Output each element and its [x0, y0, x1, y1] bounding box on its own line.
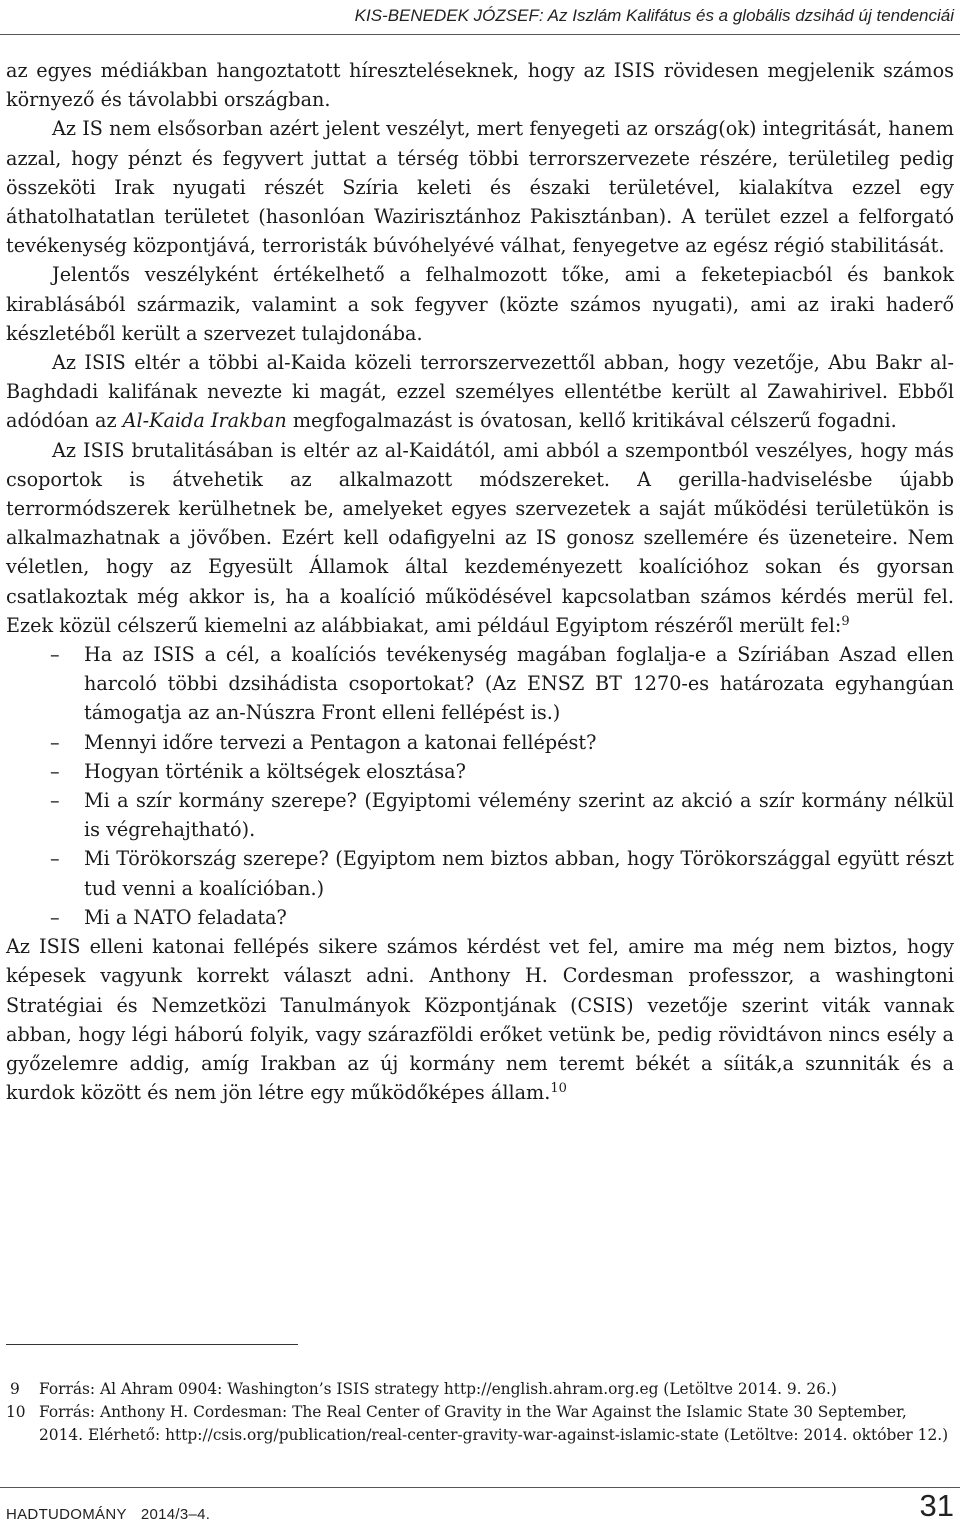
list-item-text: Mi Törökország szerepe? (Egyiptom nem biztos abban, hogy Törökországgal együtt részt tud venni a koalícióban.) — [84, 847, 954, 900]
journal-issue: 2014/3–4. — [140, 1506, 211, 1523]
running-footer — [0, 1487, 960, 1528]
page-number: 31 — [919, 1488, 954, 1523]
paragraph-capital: Jelentős veszélyként értékelhető a felhalmozott tőke, ami a feketepiacból és bankok kirablásából származik, valamint a sok fegyver (közte számos nyugati), ami az iraki haderő készletéből került a szervezet tulajdonába. — [6, 263, 954, 345]
dash-bullet: – — [50, 789, 60, 813]
dash-bullet: – — [50, 759, 60, 783]
footnote-9 — [6, 1378, 954, 1401]
list-item-text: Mennyi időre tervezi a Pentagon a katonai fellépést? — [84, 730, 597, 754]
footnote-10 — [6, 1401, 954, 1447]
journal-name: HADTUDOMÁNY — [6, 1506, 127, 1523]
list-item — [6, 757, 954, 786]
paragraph-cordesman-text: Az ISIS elleni katonai fellépés sikere számos kérdést vet fel, amire ma még nem biztos, hogy képesek vagyunk korrekt választ adni. Anthony H. Cordesman professzor, a washingtoni Stratégiai és Nemzetközi Tanulmányok Központjának (CSIS) vezetője szerint viták vannak abban, hogy légi háború folyik, vagy szárazföldi erőket vetünk be, pedig rövidtávon nincs esély a győzelemre addig, amíg Irakban az új kormány nem teremt békét a síiták,a szunniták és a kurdok között és nem jön létre egy működőképes állam. — [6, 935, 954, 1105]
footnote-number: 9 — [10, 1380, 20, 1398]
paragraph-caliph-part-1: Az ISIS eltér a többi al-Kaida közeli terrorszervezettől abban, hogy vezetője, Abu Bakr al-Baghdadi kalifának nevezte ki magát, ezzel személyes ellentétbe került al Zawahirivel. Ebből adódóan az — [6, 351, 954, 433]
footer-journal-info — [6, 1506, 210, 1523]
list-item-text: Mi a szír kormány szerepe? (Egyiptomi vélemény szerint az akció a szír kormány nélkül is végrehajtható). — [84, 789, 954, 842]
list-item-text: Mi a NATO feladata? — [84, 905, 287, 929]
paragraph-continuation: az egyes médiákban hangoztatott híreszteléseknek, hogy az ISIS rövidesen megjelenik számos környező és távolabbi országban. — [6, 59, 954, 112]
footnote-text: Forrás: Al Ahram 0904: Washington’s ISIS strategy http://english.ahram.org.eg (Letöltve 2014. 9. 26.) — [39, 1380, 837, 1398]
footnote-ref-10[interactable]: 10 — [550, 1081, 567, 1097]
dash-bullet: – — [50, 643, 60, 667]
body-text — [6, 56, 954, 1107]
list-item — [6, 728, 954, 757]
dash-bullet: – — [50, 730, 60, 754]
list-item-text: Ha az ISIS a cél, a koalíciós tevékenység magában foglalja-e a Szíriában Aszad ellen harcoló többi dzsihádista csoportokat? (Az ENSZ BT 1270-es határozata egyhangúan támogatja az an-Núszra Front elleni fellépést is.) — [84, 643, 954, 725]
running-header-title: KIS-BENEDEK JÓZSEF: Az Iszlám Kalifátus és a globális dzsihád új tendenciái — [354, 6, 954, 25]
dash-bullet: – — [50, 847, 60, 871]
paragraph-brutality-text: Az ISIS brutalitásában is eltér az al-Kaidától, ami abból a szempontból veszélyes, hogy más csoportok is átvehetik az alkalmazott módszereket. A gerilla-hadviselésbe újabb terrormódszerek kerülhetnek be, amelyeket egyes szervezetek a saját működési területükön is alkalmazhatnak a jövőben. Ezért kell odafigyelni az IS gonosz szellemére és üzeneteire. Nem véletlen, hogy az Egyesült Államok által kezdeményezett koalícióhoz sokan és gyorsan csatlakoztak még akkor is, ha a koalíció működésével kapcsolatban számos kérdés merül fel. Ezek közül célszerű kiemelni az alábbiakat, ami például Egyiptom részéről merült fel: — [6, 438, 954, 637]
paragraph-brutality — [6, 436, 954, 640]
list-item — [6, 903, 954, 932]
list-item — [6, 844, 954, 902]
question-list — [6, 640, 954, 932]
paragraph-caliph-italic: Al-Kaida Irakban — [122, 409, 287, 433]
paragraph-is-threat: Az IS nem elsősorban azért jelent veszélyt, mert fenyegeti az ország(ok) integritását, hanem azzal, hogy pénzt és fegyvert juttat a térség többi terrorszervezete részére, területileg pedig összeköti Irak nyugati részét Szíria keleti és északi területével, kialakítva ezzel egy áthatolhatatlan területet (hasonlóan Wazirisztánhoz Pakisztánban). A terület ezzel a felforgató tevékenység központjává, terroristák búvóhelyévé válhat, fenyegetve az egész régió stabilitását. — [6, 117, 954, 258]
list-item — [6, 786, 954, 844]
list-item — [6, 640, 954, 728]
footnotes — [6, 1378, 954, 1447]
dash-bullet: – — [50, 905, 60, 929]
footnote-divider — [6, 1344, 298, 1345]
running-header — [0, 0, 960, 35]
paragraph-caliph — [6, 348, 954, 436]
paragraph-caliph-part-2: megfogalmazást is óvatosan, kellő kritikával célszerű fogadni. — [286, 409, 897, 433]
footnote-ref-9[interactable]: 9 — [841, 613, 850, 629]
list-item-text: Hogyan történik a költségek elosztása? — [84, 759, 466, 783]
paragraph-cordesman — [6, 932, 954, 1107]
footnote-text: Forrás: Anthony H. Cordesman: The Real Center of Gravity in the War Against the Islamic State 30 September, 2014. Elérhető: http://csis.org/publication/real-center-gravity-war-against-islamic-state (Letöltve: 2014. október 12.) — [39, 1403, 949, 1444]
footnote-number: 10 — [6, 1403, 26, 1421]
